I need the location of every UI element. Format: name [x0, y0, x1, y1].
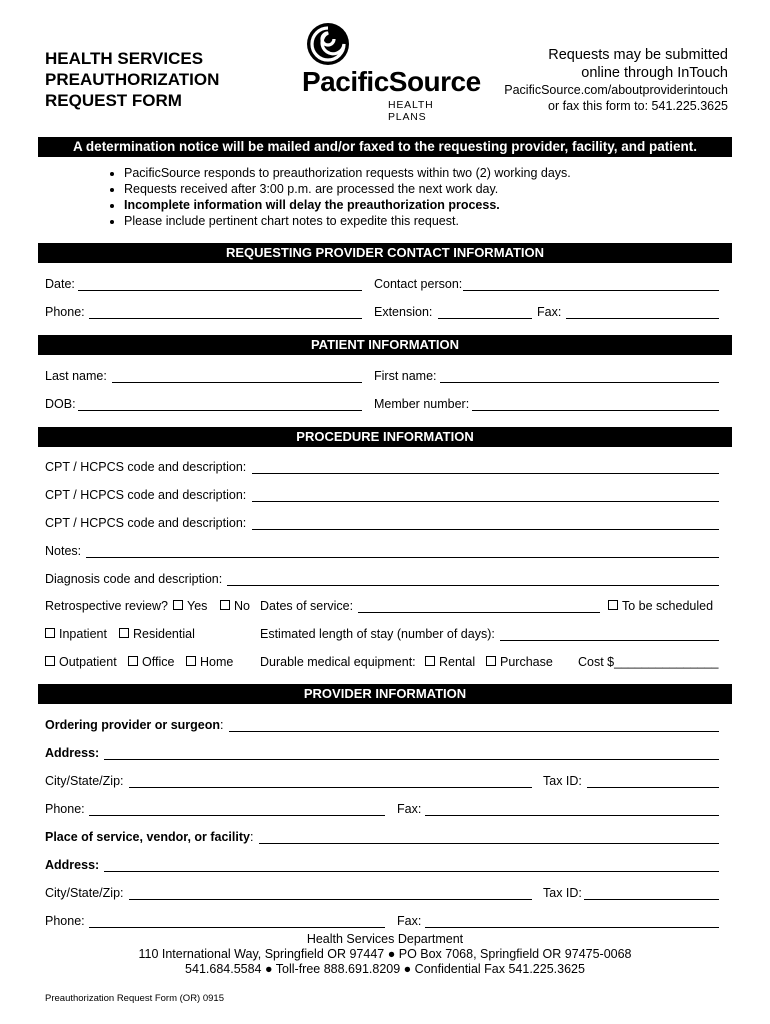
- submit-url[interactable]: PacificSource.com/aboutproviderintouch: [504, 83, 728, 97]
- submit-fax: or fax this form to: 541.225.3625: [548, 99, 728, 113]
- pacificsource-logo: [300, 22, 481, 123]
- facility-city-state-zip-field[interactable]: [129, 885, 532, 900]
- dob-label: DOB:: [45, 397, 76, 411]
- bullet-item: • PacificSource responds to preauthorization requests within two (2) working days.: [124, 165, 571, 181]
- submission-info: [504, 46, 728, 114]
- last-name-label: Last name:: [45, 369, 107, 383]
- provider-fax-field[interactable]: [425, 801, 719, 816]
- extension-field[interactable]: [438, 304, 532, 319]
- swirl-logo-icon: [306, 22, 350, 66]
- residential-checkbox[interactable]: [119, 626, 195, 642]
- facility-address-label: Address:: [45, 858, 100, 872]
- title-line-3: REQUEST FORM: [45, 91, 182, 110]
- inpatient-checkbox[interactable]: [45, 626, 107, 642]
- title-line-2: PREAUTHORIZATION: [45, 70, 220, 89]
- notes-label: Notes:: [45, 544, 82, 558]
- phone-field[interactable]: [89, 304, 362, 319]
- submit-line-2: online through InTouch: [581, 65, 728, 81]
- info-bullets: [98, 165, 571, 229]
- home-checkbox[interactable]: [186, 654, 233, 670]
- length-of-stay-field[interactable]: [500, 626, 719, 641]
- place-of-service-text: Place of service, vendor, or facility: [45, 830, 250, 844]
- facility-phone-label: Phone:: [45, 914, 85, 928]
- provider-address-label: Address:: [45, 746, 100, 760]
- checkbox-icon: [425, 656, 435, 666]
- to-be-scheduled-label: To be scheduled: [622, 599, 714, 613]
- residential-label: Residential: [133, 627, 195, 641]
- ordering-provider-field[interactable]: [229, 717, 719, 732]
- member-number-field[interactable]: [472, 396, 719, 411]
- title-line-1: HEALTH SERVICES: [45, 49, 204, 68]
- cpt-label-2: CPT / HCPCS code and description:: [45, 488, 247, 502]
- checkbox-icon: [608, 600, 618, 610]
- facility-tax-id-label: Tax ID:: [543, 886, 582, 900]
- checkbox-icon: [45, 628, 55, 638]
- provider-phone-label: Phone:: [45, 802, 85, 816]
- form-id: Preauthorization Request Form (OR) 0915: [45, 993, 224, 1004]
- length-of-stay-label: Estimated length of stay (number of days):: [260, 627, 495, 641]
- extension-label: Extension:: [374, 305, 433, 319]
- bullet-item: • Please include pertinent chart notes to expedite this request.: [124, 213, 571, 229]
- date-label: Date:: [45, 277, 75, 291]
- provider-phone-field[interactable]: [89, 801, 385, 816]
- retro-no-label: No: [234, 599, 250, 613]
- cpt-label-3: CPT / HCPCS code and description:: [45, 516, 247, 530]
- dates-of-service-field[interactable]: [358, 598, 600, 613]
- office-label: Office: [142, 655, 175, 669]
- purchase-checkbox[interactable]: [486, 654, 553, 670]
- checkbox-icon: [186, 656, 196, 666]
- provider-fax-label: Fax:: [397, 802, 422, 816]
- dme-label: Durable medical equipment:: [260, 655, 416, 669]
- section-requesting-provider: REQUESTING PROVIDER CONTACT INFORMATION: [38, 243, 732, 263]
- rental-checkbox[interactable]: [425, 654, 475, 670]
- ordering-provider-label: [45, 717, 224, 733]
- dates-of-service-label: Dates of service:: [260, 599, 354, 613]
- cost-field[interactable]: Cost $_______________: [578, 655, 719, 669]
- office-checkbox[interactable]: [128, 654, 174, 670]
- phone-label: Phone:: [45, 305, 85, 319]
- inpatient-label: Inpatient: [59, 627, 107, 641]
- checkbox-icon: [119, 628, 129, 638]
- facility-address-field[interactable]: [104, 857, 719, 872]
- checkbox-icon: [486, 656, 496, 666]
- submit-line-1: Requests may be submitted: [548, 47, 728, 63]
- retrospective-review-label: Retrospective review?: [45, 599, 168, 613]
- logo-wordmark: PacificSource: [302, 66, 481, 97]
- last-name-field[interactable]: [112, 368, 362, 383]
- colon: :: [220, 718, 224, 732]
- provider-tax-id-label: Tax ID:: [543, 774, 582, 788]
- facility-fax-label: Fax:: [397, 914, 422, 928]
- provider-address-field[interactable]: [104, 745, 719, 760]
- facility-phone-field[interactable]: [89, 913, 385, 928]
- first-name-field[interactable]: [440, 368, 719, 383]
- cpt-field-3[interactable]: [252, 515, 719, 530]
- retro-yes-label: Yes: [187, 599, 208, 613]
- section-provider: PROVIDER INFORMATION: [38, 684, 732, 704]
- section-patient: PATIENT INFORMATION: [38, 335, 732, 355]
- to-be-scheduled-checkbox[interactable]: [608, 598, 713, 614]
- facility-city-state-zip-label: City/State/Zip:: [45, 886, 124, 900]
- contact-person-field[interactable]: [463, 276, 719, 291]
- home-label: Home: [200, 655, 234, 669]
- provider-city-state-zip-field[interactable]: [129, 773, 532, 788]
- place-of-service-field[interactable]: [259, 829, 719, 844]
- purchase-label: Purchase: [500, 655, 553, 669]
- dob-field[interactable]: [78, 396, 362, 411]
- facility-fax-field[interactable]: [425, 913, 719, 928]
- contact-person-label: Contact person:: [374, 277, 463, 291]
- cpt-label-1: CPT / HCPCS code and description:: [45, 460, 247, 474]
- cpt-field-2[interactable]: [252, 487, 719, 502]
- footer-line-1: Health Services Department: [306, 932, 464, 946]
- rental-label: Rental: [439, 655, 476, 669]
- place-of-service-label: [45, 829, 253, 845]
- provider-city-state-zip-label: City/State/Zip:: [45, 774, 124, 788]
- member-number-label: Member number:: [374, 397, 470, 411]
- diagnosis-field[interactable]: [227, 571, 719, 586]
- ordering-provider-text: Ordering provider or surgeon: [45, 718, 221, 732]
- checkbox-icon: [173, 600, 183, 610]
- fax-label: Fax:: [537, 305, 562, 319]
- footer-contact: [0, 932, 770, 977]
- bullet-item: • Requests received after 3:00 p.m. are processed the next work day.: [124, 181, 571, 197]
- checkbox-icon: [128, 656, 138, 666]
- notes-field[interactable]: [86, 543, 719, 558]
- fax-field[interactable]: [566, 304, 719, 319]
- checkbox-icon: [45, 656, 55, 666]
- facility-tax-id-field[interactable]: [584, 885, 719, 900]
- first-name-label: First name:: [374, 369, 437, 383]
- retro-yes-checkbox[interactable]: [173, 598, 207, 614]
- diagnosis-label: Diagnosis code and description:: [45, 572, 223, 586]
- footer-line-2: 110 International Way, Springfield OR 97447 ● PO Box 7068, Springfield OR 97475-0068: [138, 947, 632, 961]
- bullet-item: • Incomplete information will delay the preauthorization process.: [124, 197, 571, 213]
- colon: :: [249, 830, 254, 844]
- outpatient-checkbox[interactable]: [45, 654, 117, 670]
- cpt-field-1[interactable]: [252, 459, 719, 474]
- section-procedure: PROCEDURE INFORMATION: [38, 427, 732, 447]
- footer-line-3: 541.684.5584 ● Toll-free 888.691.8209 ● Confidential Fax 541.225.3625: [185, 962, 585, 976]
- outpatient-label: Outpatient: [59, 655, 117, 669]
- form-title: [45, 48, 219, 111]
- checkbox-icon: [220, 600, 230, 610]
- logo-subtitle: HEALTH PLANS: [388, 99, 434, 123]
- retro-no-checkbox[interactable]: [220, 598, 250, 614]
- notice-bar: A determination notice will be mailed and/or faxed to the requesting provider, facility, and patient.: [38, 137, 732, 157]
- provider-tax-id-field[interactable]: [587, 773, 719, 788]
- date-field[interactable]: [78, 276, 362, 291]
